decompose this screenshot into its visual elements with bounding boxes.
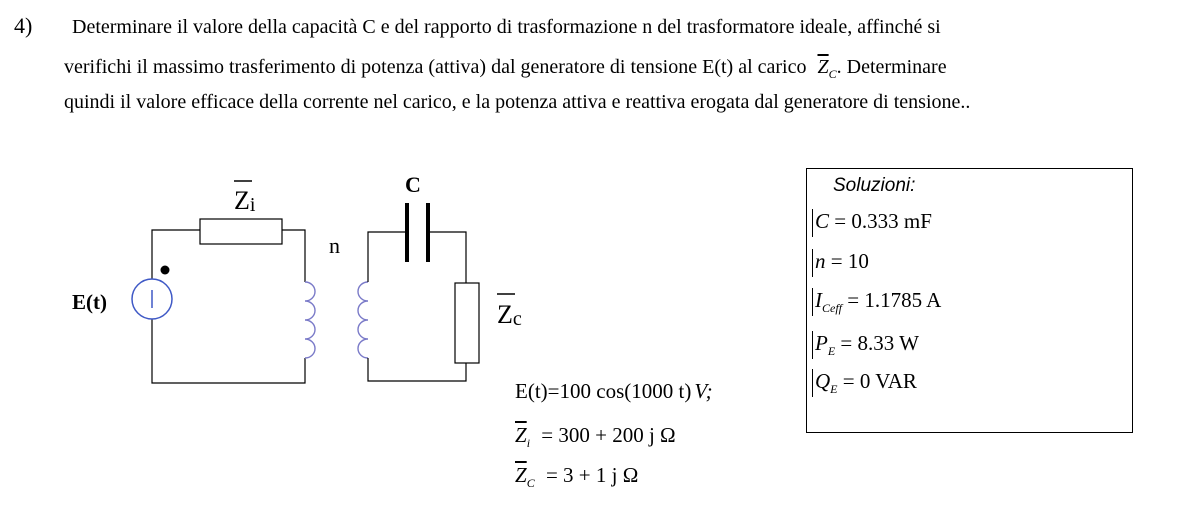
- problem-line-3: quindi il valore efficace della corrente nel carico, e la potenza attiva e reattiva erogata dal generatore di tensione..: [64, 91, 971, 113]
- solutions-title: Soluzioni:: [833, 175, 916, 196]
- wire-secondary-top-left: [368, 232, 405, 282]
- capacitor-label: C: [405, 172, 421, 197]
- problem-line-2-end: . Determinare: [836, 56, 947, 78]
- solution-reactive-power: $Q_E = 0$ VAR: [812, 369, 917, 397]
- primary-coil: [305, 282, 315, 358]
- zi-label: Zi: [234, 186, 256, 216]
- solution-current: $I_{Ceff} = 1.1785$ A: [812, 288, 941, 316]
- problem-line-1: Determinare il valore della capacità C e del rapporto di trasformazione n del trasformatore ideale, affinché si: [72, 16, 941, 38]
- impedance-zi: [200, 219, 282, 244]
- ratio-label: n: [329, 233, 340, 258]
- equation-source: E(t)=100 cos(1000 t) V;: [515, 379, 713, 403]
- wire-secondary-bottom: [368, 358, 466, 381]
- solutions-box: [806, 168, 1133, 433]
- solution-capacitance: C = 0.333 mF: [812, 209, 932, 237]
- polarity-dot-icon: [161, 266, 170, 275]
- impedance-zc: [455, 283, 479, 363]
- equation-zi: $\overline{Z}_i = 300 + 200$ j Ω: [515, 423, 676, 451]
- zc-label: Zc: [497, 300, 522, 330]
- wire-primary-bottom: [152, 318, 305, 383]
- wire-primary-top-right: [282, 230, 305, 282]
- problem-line-2-text: verifichi il massimo trasferimento di potenza (attiva) dal generatore di tensione E(t) al carico: [64, 56, 807, 78]
- equation-zc: $\overline{Z}_C = 3 + 1$ j Ω: [515, 463, 639, 491]
- load-symbol: $\overline{Z}_C$: [817, 56, 837, 81]
- source-label: E(t): [72, 290, 107, 314]
- wire-secondary-top-right: [430, 232, 466, 283]
- solution-ratio: n = 10: [812, 249, 869, 277]
- wire-primary-top-left: [152, 230, 200, 280]
- solution-active-power: $P_E = 8.33$ W: [812, 331, 919, 359]
- problem-number: 4): [14, 13, 33, 38]
- secondary-coil: [358, 282, 368, 358]
